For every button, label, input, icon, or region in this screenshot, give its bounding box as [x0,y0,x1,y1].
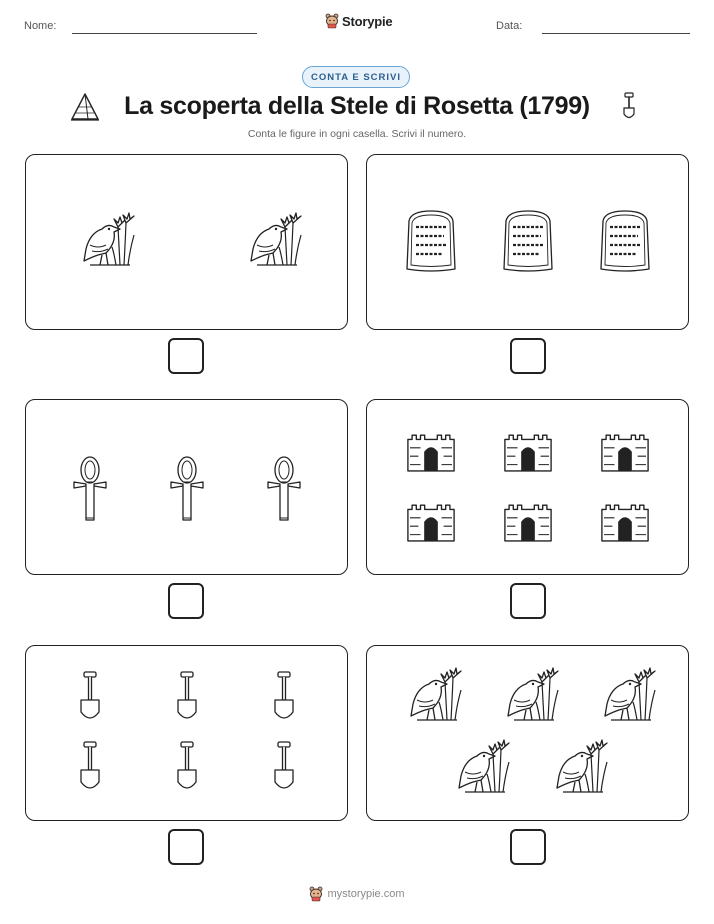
date-label: Data: [496,20,523,32]
ankh-figure [74,457,106,520]
stone-tablet-figure [504,211,552,271]
brand-name: Storypie [342,13,393,29]
stone-tablet-figure [407,211,455,271]
name-field[interactable] [72,33,257,34]
panel-figures [26,400,349,576]
castle-figure [602,505,648,541]
activity-badge: CONTA E SCRIVI [302,66,410,88]
date-field[interactable] [542,33,690,34]
count-panel-ankhs [25,399,348,575]
answer-box-6[interactable] [510,829,546,865]
panel-figures [26,646,349,822]
bird-papyrus-figure [508,668,558,720]
mascot-icon [309,886,323,902]
count-panel-birds-2 [366,645,689,821]
storypie-logo [325,13,392,29]
panel-figures [367,646,690,822]
castle-figure [408,505,454,541]
ankh-figure [171,457,203,520]
name-label: Nome: [24,20,57,32]
shovel-figure [178,672,196,718]
panel-figures [367,400,690,576]
bird-papyrus-figure [557,740,607,792]
pyramid-icon [70,92,100,122]
bird-papyrus-figure [411,668,461,720]
panel-figures [26,155,349,331]
mascot-icon [325,13,339,29]
shovel-figure [178,742,196,788]
answer-box-2[interactable] [510,338,546,374]
panel-figures [367,155,690,331]
shovel-figure [81,672,99,718]
count-panel-shovels [25,645,348,821]
footer [0,886,714,902]
shovel-figure [275,672,293,718]
footer-url: mystorypie.com [327,888,405,900]
count-panel-castles [366,399,689,575]
shovel-figure [81,742,99,788]
page-title: La scoperta della Stele di Rosetta (1799) [124,92,590,120]
answer-box-1[interactable] [168,338,204,374]
ankh-figure [268,457,300,520]
castle-figure [505,505,551,541]
count-panel-birds-1 [25,154,348,330]
answer-box-4[interactable] [510,583,546,619]
castle-figure [408,435,454,471]
answer-box-5[interactable] [168,829,204,865]
stone-tablet-figure [601,211,649,271]
castle-figure [505,435,551,471]
bird-papyrus-figure [251,213,301,265]
bird-papyrus-figure [605,668,655,720]
shovel-figure [275,742,293,788]
answer-box-3[interactable] [168,583,204,619]
count-panel-tablets [366,154,689,330]
castle-figure [602,435,648,471]
instructions: Conta le figure in ogni casella. Scrivi il numero. [247,128,467,140]
shovel-icon [620,92,638,122]
bird-papyrus-figure [84,213,134,265]
bird-papyrus-figure [459,740,509,792]
